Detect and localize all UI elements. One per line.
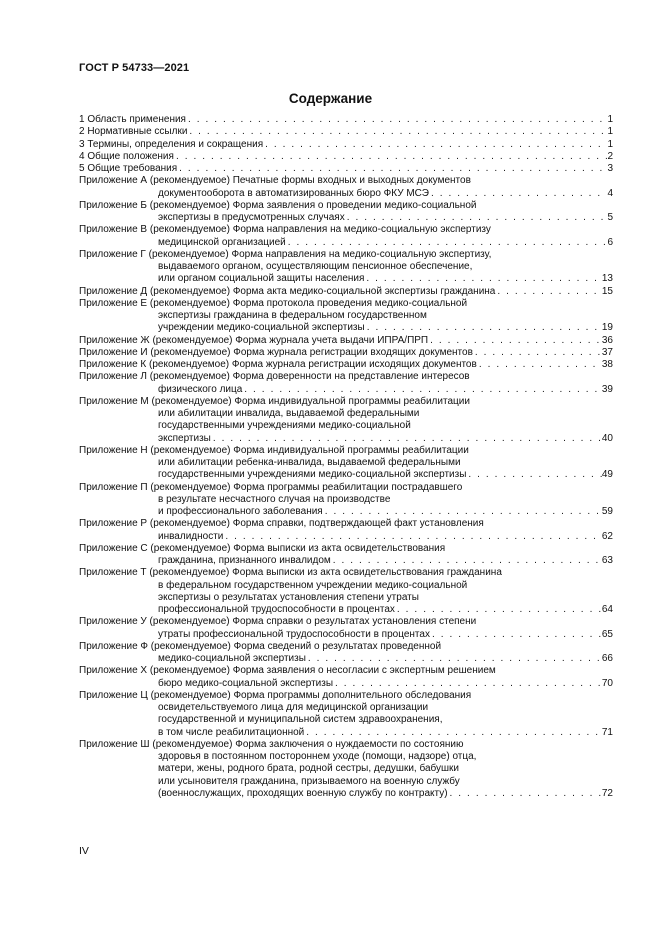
toc-entry[interactable] bbox=[79, 641, 613, 666]
toc-entry[interactable] bbox=[79, 114, 613, 126]
toc-entry-text: экспертизы гражданина в федеральном государственном bbox=[158, 310, 427, 321]
toc-entry-text: документооборота в автоматизированных бюро ФКУ МСЭ bbox=[158, 187, 429, 199]
toc-page-number: 13 bbox=[601, 273, 613, 285]
page-number-footer: IV bbox=[79, 845, 89, 857]
toc-entry[interactable] bbox=[79, 739, 613, 800]
toc-entry-text: экспертизы bbox=[158, 432, 211, 444]
dot-leader bbox=[473, 347, 602, 359]
toc-entry-text: Приложение Н (рекомендуемое) Форма индивидуальной программы реабилитации bbox=[79, 444, 469, 456]
toc-entry-text: и профессионального заболевания bbox=[158, 506, 323, 517]
toc-entry-text: Приложение У (рекомендуемое) Форма справки о результатах установления степени bbox=[79, 616, 477, 628]
toc-entry[interactable] bbox=[79, 163, 613, 175]
toc-page-number: 6 bbox=[607, 236, 613, 248]
toc-entry[interactable] bbox=[79, 335, 613, 347]
dot-leader bbox=[429, 188, 607, 200]
toc-entry-text: в федеральном государственном учреждении медико-социальной bbox=[158, 579, 468, 591]
dot-leader bbox=[223, 531, 601, 543]
toc-page-number: 2 bbox=[607, 150, 613, 162]
toc-entry-text: Приложение С (рекомендуемое) Форма выписки из акта освидетельствования bbox=[79, 542, 446, 554]
dot-leader bbox=[331, 555, 602, 567]
toc-entry-text: Приложение И (рекомендуемое) Форма журнала регистрации входящих документов bbox=[79, 346, 473, 358]
toc-page-number: 5 bbox=[607, 212, 613, 223]
table-of-contents bbox=[79, 114, 613, 800]
toc-entry-text: Приложение Ш (рекомендуемое) Форма заключения о нуждаемости по состоянию bbox=[79, 738, 464, 750]
toc-entry[interactable] bbox=[79, 200, 613, 225]
dot-leader bbox=[477, 359, 602, 371]
toc-entry-text: Приложение Р (рекомендуемое) Форма справки, подтверждающей факт установления bbox=[79, 518, 484, 530]
dot-leader bbox=[345, 212, 608, 224]
dot-leader bbox=[448, 788, 602, 800]
dot-leader bbox=[428, 335, 602, 347]
toc-page-number: 36 bbox=[601, 334, 613, 346]
toc-entry-text: или абилитации инвалида, выдаваемой федеральными bbox=[158, 408, 420, 419]
toc-entry[interactable] bbox=[79, 224, 613, 249]
toc-entry-text: физического лица bbox=[158, 383, 243, 395]
toc-entry[interactable] bbox=[79, 543, 613, 568]
toc-entry-text: выдаваемого органом, осуществляющим пенсионное обеспечение, bbox=[158, 261, 473, 272]
dot-leader bbox=[186, 114, 607, 126]
toc-page-number: 71 bbox=[601, 726, 613, 738]
toc-entry[interactable] bbox=[79, 347, 613, 359]
toc-entry-text: 4 Общие положения bbox=[79, 150, 174, 162]
dot-leader bbox=[177, 163, 607, 175]
toc-entry-text: гражданина, признанного инвалидом bbox=[158, 555, 331, 566]
toc-page-number: 63 bbox=[601, 555, 613, 566]
toc-entry-text: Приложение Ф (рекомендуемое) Форма сведений о результатах проведенной bbox=[79, 640, 442, 652]
toc-page-number: 38 bbox=[601, 359, 613, 370]
toc-entry-text: в результате несчастного случая на производстве bbox=[158, 493, 391, 505]
dot-leader bbox=[395, 604, 602, 616]
toc-entry[interactable] bbox=[79, 482, 613, 519]
dot-leader bbox=[495, 286, 602, 298]
toc-entry[interactable] bbox=[79, 567, 613, 616]
dot-leader bbox=[304, 727, 602, 739]
dot-leader bbox=[323, 506, 602, 518]
dot-leader bbox=[333, 678, 602, 690]
dot-leader bbox=[174, 151, 608, 163]
toc-page-number: 70 bbox=[601, 677, 613, 689]
dot-leader bbox=[211, 433, 602, 445]
toc-entry-text: государственной и муниципальной систем здравоохранения, bbox=[158, 714, 443, 726]
toc-entry[interactable] bbox=[79, 249, 613, 286]
toc-entry[interactable] bbox=[79, 445, 613, 482]
toc-entry-text: Приложение А (рекомендуемое) Печатные формы входных и выходных документов bbox=[79, 175, 471, 187]
toc-entry-text: матери, жены, родного брата, родной сестры, дедушки, бабушки bbox=[158, 763, 460, 775]
toc-page-number: 62 bbox=[601, 530, 613, 542]
toc-entry-text: бюро медико-социальной экспертизы bbox=[158, 677, 334, 689]
toc-entry-text: профессиональной трудоспособности в процентах bbox=[158, 604, 395, 615]
dot-leader bbox=[242, 384, 602, 396]
toc-page-number: 15 bbox=[601, 285, 613, 297]
toc-entry-text: Приложение В (рекомендуемое) Форма направления на медико-социальную экспертизу bbox=[79, 224, 491, 236]
toc-page-number: 1 bbox=[607, 126, 613, 138]
toc-entry[interactable] bbox=[79, 175, 613, 200]
toc-entry[interactable] bbox=[79, 396, 613, 445]
toc-entry-text: или органом социальной защиты населения bbox=[158, 273, 365, 285]
toc-entry-text: Приложение Х (рекомендуемое) Форма заявления о несогласии с экспертным решением bbox=[79, 665, 496, 677]
toc-entry-text: Приложение Ц (рекомендуемое) Форма программы дополнительного обследования bbox=[79, 689, 472, 701]
toc-entry[interactable] bbox=[79, 298, 613, 335]
toc-entry-text: в том числе реабилитационной bbox=[158, 726, 305, 738]
toc-page-number: 49 bbox=[601, 469, 613, 481]
toc-entry[interactable] bbox=[79, 126, 613, 138]
toc-entry-text: или усыновителя гражданина, призываемого на военную службу bbox=[158, 775, 460, 787]
toc-entry-text: (военнослужащих, проходящих военную службу по контракту) bbox=[158, 787, 448, 799]
toc-entry[interactable] bbox=[79, 616, 613, 641]
toc-entry-text: здоровья в постоянном постороннем уходе (помощи, надзоре) отца, bbox=[158, 751, 477, 762]
toc-entry-text: экспертизы в предусмотренных случаях bbox=[158, 212, 345, 223]
toc-entry-text: учреждении медико-социальной экспертизы bbox=[158, 322, 365, 334]
toc-entry-text: Приложение Е (рекомендуемое) Форма протокола проведения медико-социальной bbox=[79, 297, 468, 309]
toc-entry-text: утраты профессиональной трудоспособности в процентах bbox=[158, 628, 430, 640]
toc-entry-text: Приложение М (рекомендуемое) Форма индивидуальной программы реабилитации bbox=[79, 395, 470, 407]
toc-entry[interactable] bbox=[79, 371, 613, 396]
toc-entry-text: Приложение Г (рекомендуемое) Форма направления на медико-социальную экспертизу, bbox=[79, 248, 492, 260]
toc-page-number: 4 bbox=[607, 187, 613, 199]
toc-entry-text: медицинской организацией bbox=[158, 236, 286, 248]
toc-entry-text: Приложение К (рекомендуемое) Форма журнала регистрации исходящих документов bbox=[79, 359, 477, 370]
toc-page-number: 40 bbox=[601, 432, 613, 444]
dot-leader bbox=[365, 322, 602, 334]
toc-entry[interactable] bbox=[79, 359, 613, 371]
toc-entry-text: экспертизы о результатах установления степени утраты bbox=[158, 591, 419, 603]
toc-page-number: 59 bbox=[601, 506, 613, 517]
toc-page-number: 64 bbox=[601, 604, 613, 615]
dot-leader bbox=[466, 469, 601, 481]
toc-entry-text: государственными учреждениями медико-социальной bbox=[158, 420, 411, 432]
toc-entry-text: 2 Нормативные ссылки bbox=[79, 126, 188, 138]
dot-leader bbox=[364, 273, 601, 285]
toc-entry-text: Приложение Т (рекомендуемое) Форма выписки из акта освидетельствования гражданина bbox=[79, 567, 502, 579]
page-title: Содержание bbox=[288, 91, 373, 106]
document-code-header: ГОСТ Р 54733—2021 bbox=[79, 62, 190, 74]
toc-entry-text: Приложение Л (рекомендуемое) Форма доверенности на представление интересов bbox=[79, 371, 470, 383]
toc-entry-text: Приложение П (рекомендуемое) Форма программы реабилитации пострадавшего bbox=[79, 481, 463, 493]
toc-page-number: 1 bbox=[607, 138, 613, 150]
toc-entry[interactable] bbox=[79, 151, 613, 163]
toc-entry[interactable] bbox=[79, 665, 613, 690]
toc-entry-text: 1 Область применения bbox=[79, 114, 186, 125]
dot-leader bbox=[286, 237, 608, 249]
toc-entry[interactable] bbox=[79, 690, 613, 739]
toc-page-number: 1 bbox=[607, 114, 613, 125]
dot-leader bbox=[187, 126, 607, 138]
toc-entry-text: инвалидности bbox=[158, 530, 224, 542]
toc-entry-text: Приложение Б (рекомендуемое) Форма заявления о проведении медико-социальной bbox=[79, 199, 477, 211]
toc-entry-text: Приложение Ж (рекомендуемое) Форма журнала учета выдачи ИПРА/ПРП bbox=[79, 334, 429, 346]
toc-entry[interactable] bbox=[79, 286, 613, 298]
toc-page-number: 72 bbox=[601, 787, 613, 799]
toc-entry-text: 5 Общие требования bbox=[79, 163, 178, 174]
toc-page-number: 3 bbox=[607, 163, 613, 174]
toc-entry-text: государственными учреждениями медико-социальной экспертизы bbox=[158, 469, 467, 481]
toc-entry[interactable] bbox=[79, 518, 613, 543]
toc-entry[interactable] bbox=[79, 139, 613, 151]
dot-leader bbox=[306, 653, 602, 665]
toc-page-number: 19 bbox=[601, 322, 613, 334]
toc-page-number: 39 bbox=[601, 383, 613, 395]
toc-page-number: 66 bbox=[601, 653, 613, 664]
toc-page-number: 37 bbox=[601, 346, 613, 358]
toc-entry-text: Приложение Д (рекомендуемое) Форма акта медико-социальной экспертизы гражданина bbox=[79, 285, 496, 297]
toc-page-number: 65 bbox=[601, 628, 613, 640]
toc-entry-text: или абилитации ребенка-инвалида, выдаваемой федеральными bbox=[158, 457, 461, 468]
toc-entry-text: 3 Термины, определения и сокращения bbox=[79, 138, 264, 150]
dot-leader bbox=[430, 629, 602, 641]
toc-entry-text: освидетельствуемого лица для медицинской организации bbox=[158, 702, 429, 713]
dot-leader bbox=[263, 139, 607, 151]
toc-entry-text: медико-социальной экспертизы bbox=[158, 653, 306, 664]
